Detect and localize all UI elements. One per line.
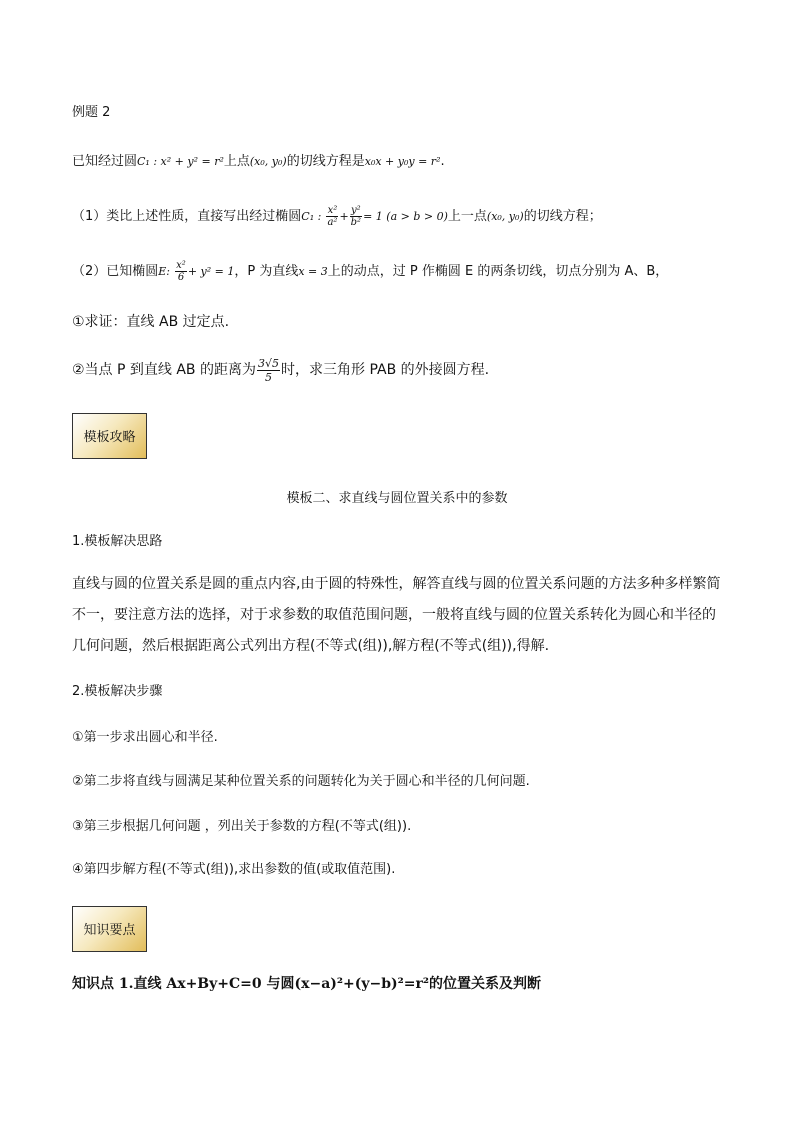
q1-condition: = 1 (a > b > 0) <box>363 210 448 223</box>
q2-ellipse-name: E: <box>158 265 171 278</box>
intro-pre: 已知经过圆 <box>72 154 138 169</box>
step-item: ①第一步求出圆心和半径. <box>72 730 218 745</box>
q2-line-equation: x = 3 <box>298 265 328 278</box>
intro-post: 的切线方程是 <box>286 154 365 169</box>
frac-den: b² <box>350 217 362 228</box>
frac-den: a² <box>327 217 338 228</box>
q2-ellipse-rest: + y² = 1 <box>187 265 235 278</box>
distance-fraction <box>257 357 280 384</box>
fraction-x2-a2 <box>326 205 338 228</box>
step-item: ③第三步根据几何问题 ，列出关于参数的方程(不等式(组)). <box>72 819 412 834</box>
question-2 <box>72 260 668 284</box>
intro-line <box>72 153 445 171</box>
tangent-equation: x₀x + y₀y = r² <box>364 155 441 168</box>
box-label: 知识要点 <box>83 923 136 938</box>
intro-mid: 上点 <box>223 154 250 169</box>
frac-num: x² <box>327 205 338 216</box>
intro-point: (x₀, y₀) <box>249 155 287 168</box>
frac-den: 6 <box>177 272 185 283</box>
frac-num: 3√5 <box>257 356 279 370</box>
knowledge-title: 知识点 1.直线 Ax+By+C=0 与圆(x−a)²+(y−b)²=r²的位置关系及判断 <box>72 976 542 992</box>
box-label: 模板攻略 <box>83 430 136 445</box>
q2-2-pre: ②当点 P 到直线 AB 的距离为 <box>72 362 256 378</box>
frac-num: y² <box>351 205 361 216</box>
section-title: 模板二、求直线与圆位置关系中的参数 <box>286 491 508 506</box>
q1-mid: 上一点 <box>447 209 487 224</box>
template-strategy-box <box>72 413 147 459</box>
section-1-body: 直线与圆的位置关系是圆的重点内容,由于圆的特殊性，解答直线与圆的位置关系问题的方法多种多样繁简不一，要注意方法的选择，对于求参数的取值范围问题，一般将直线与圆的位置关系转化为圆心和半径的几何问题，然后根据距离公式列出方程(不等式(组)),解方程(不等式(组)),得解. <box>72 576 721 654</box>
frac-den: 5 <box>264 370 272 384</box>
q2-mid: ，P 为直线 <box>234 264 299 279</box>
q2-pre: （2）已知椭圆 <box>72 264 159 279</box>
section-2-heading: 2.模板解决步骤 <box>72 684 163 699</box>
step-item: ④第四步解方程(不等式(组)),求出参数的值(或取值范围). <box>72 862 396 877</box>
sub-question-1: ①求证：直线 AB 过定点. <box>72 314 230 330</box>
intro-end: . <box>440 154 445 169</box>
knowledge-points-box <box>72 906 147 952</box>
fraction-x2-6 <box>175 260 187 283</box>
sub-question-2 <box>72 355 489 385</box>
circle-equation: C₁ : x² + y² = r² <box>137 155 224 168</box>
q1-point: (x₀, y₀) <box>486 210 524 223</box>
q1-pre: （1）类比上述性质，直接写出经过椭圆 <box>72 209 302 224</box>
q2-2-post: 时，求三角形 PAB 的外接圆方程. <box>281 362 490 378</box>
q2-post: 上的动点，过 P 作椭圆 E 的两条切线，切点分别为 A、B， <box>327 264 669 279</box>
q1-post: 的切线方程； <box>523 209 602 224</box>
q1-ellipse-name: C₁ : <box>301 210 322 223</box>
example-title: 例题 2 <box>72 105 111 120</box>
frac-num: x² <box>176 260 186 271</box>
fraction-y2-b2 <box>350 205 362 228</box>
section-1-heading: 1.模板解决思路 <box>72 534 163 549</box>
step-item: ②第二步将直线与圆满足某种位置关系的问题转化为关于圆心和半径的几何问题. <box>72 774 530 789</box>
question-1: （1）类比上述性质，直接写出经过椭圆C₁ : $\frac{\text{x²}}{\text{a²}}$ + $\frac{\text{y²}}{\text{b²}}$ = 1 (a > b > 0)上一点(x₀, y₀)的切线方程； <box>72 205 602 228</box>
